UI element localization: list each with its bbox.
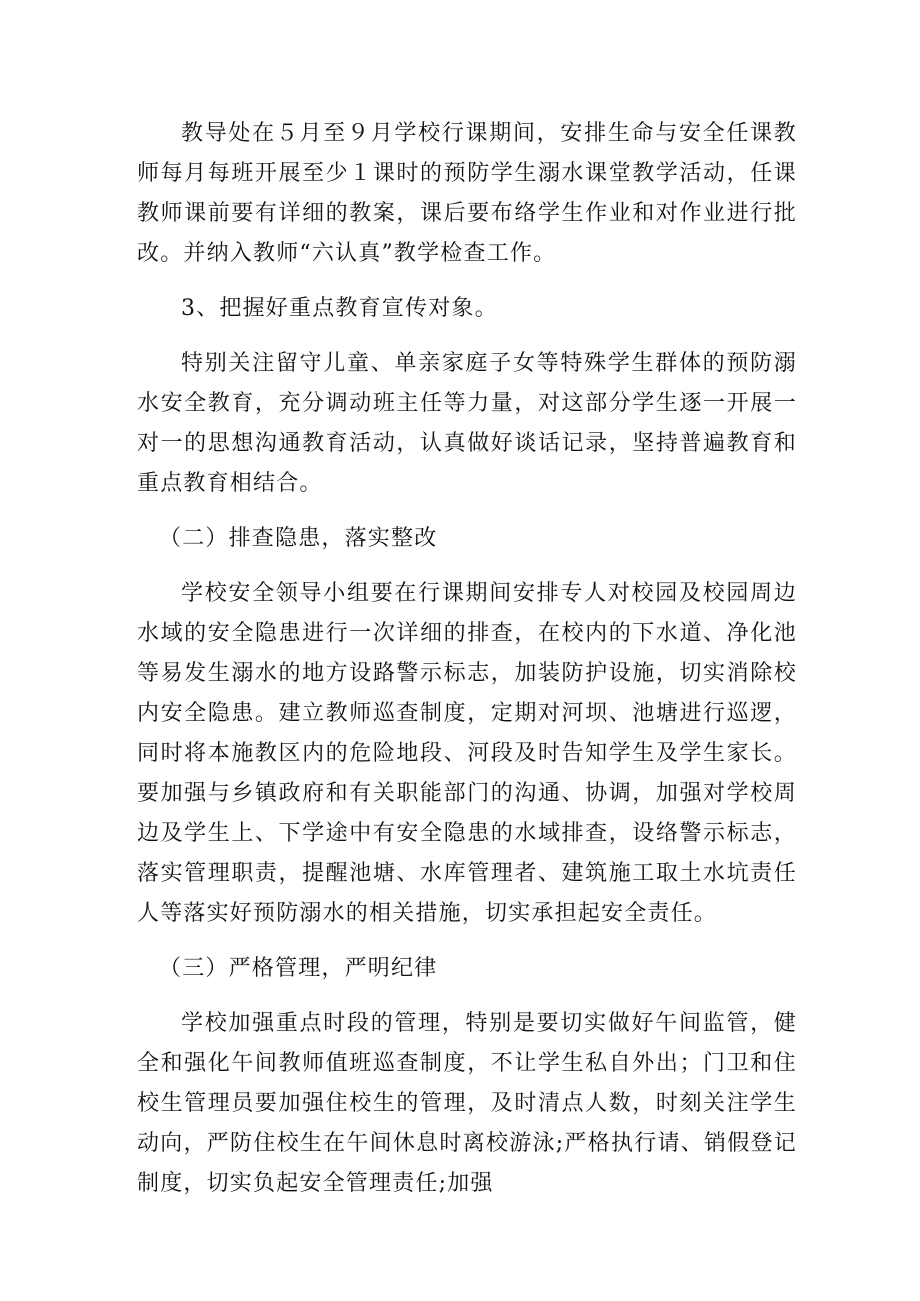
section-heading-strict-management: （三）严格管理，严明纪律	[159, 956, 438, 981]
paragraph-teaching-activity: 教导处在５月至９月学校行课期间，安排生命与安全任课教师每月每班开展至少１课时的预防学生溺水课堂教学活动，任课教师课前要有详细的教案，课后要布络学生作业和对作业进行批改。并纳入教师“六认真”教学检查工作。	[137, 121, 797, 266]
paragraph-key-targets-heading: 3、把握好重点教育宣传对象。	[181, 296, 498, 321]
paragraph-strict-management: 学校加强重点时段的管理，特别是要切实做好午间监管，健全和强化午间教师值班巡查制度，不让学生私自外出；门卫和住校生管理员要加强住校生的管理，及时清点人数，时刻关注学生动向，严防住校生在午间休息时离校游泳;严格执行请、销假登记制度，切实负起安全管理责任;加强	[137, 1011, 797, 1196]
section-heading-hazard-check: （二）排查隐患，落实整改	[159, 526, 438, 551]
paragraph-hazard-check: 学校安全领导小组要在行课期间安排专人对校园及校园周边水域的安全隐患进行一次详细的排查，在校内的下水道、净化池等易发生溺水的地方设路警示标志，加装防护设施，切实消除校内安全隐患。建立教师巡查制度，定期对河坝、池塘进行巡逻，同时将本施教区内的危险地段、河段及时告知学生及学生家长。要加强与乡镇政府和有关职能部门的沟通、协调，加强对学校周边及学生上、下学途中有安全隐患的水域排查，设络警示标志，落实管理职责，提醒池塘、水库管理者、建筑施工取土水坑责任人等落实好预防溺水的相关措施，切实承担起安全责任。	[137, 581, 797, 926]
document-body	[137, 114, 797, 1219]
paragraph-special-groups: 特别关注留守儿童、单亲家庭子女等特殊学生群体的预防溺水安全教育，充分调动班主任等力量，对这部分学生逐一开展一对一的思想沟通教育活动，认真做好谈话记录，坚持普遍教育和重点教育相结合。	[137, 351, 797, 496]
